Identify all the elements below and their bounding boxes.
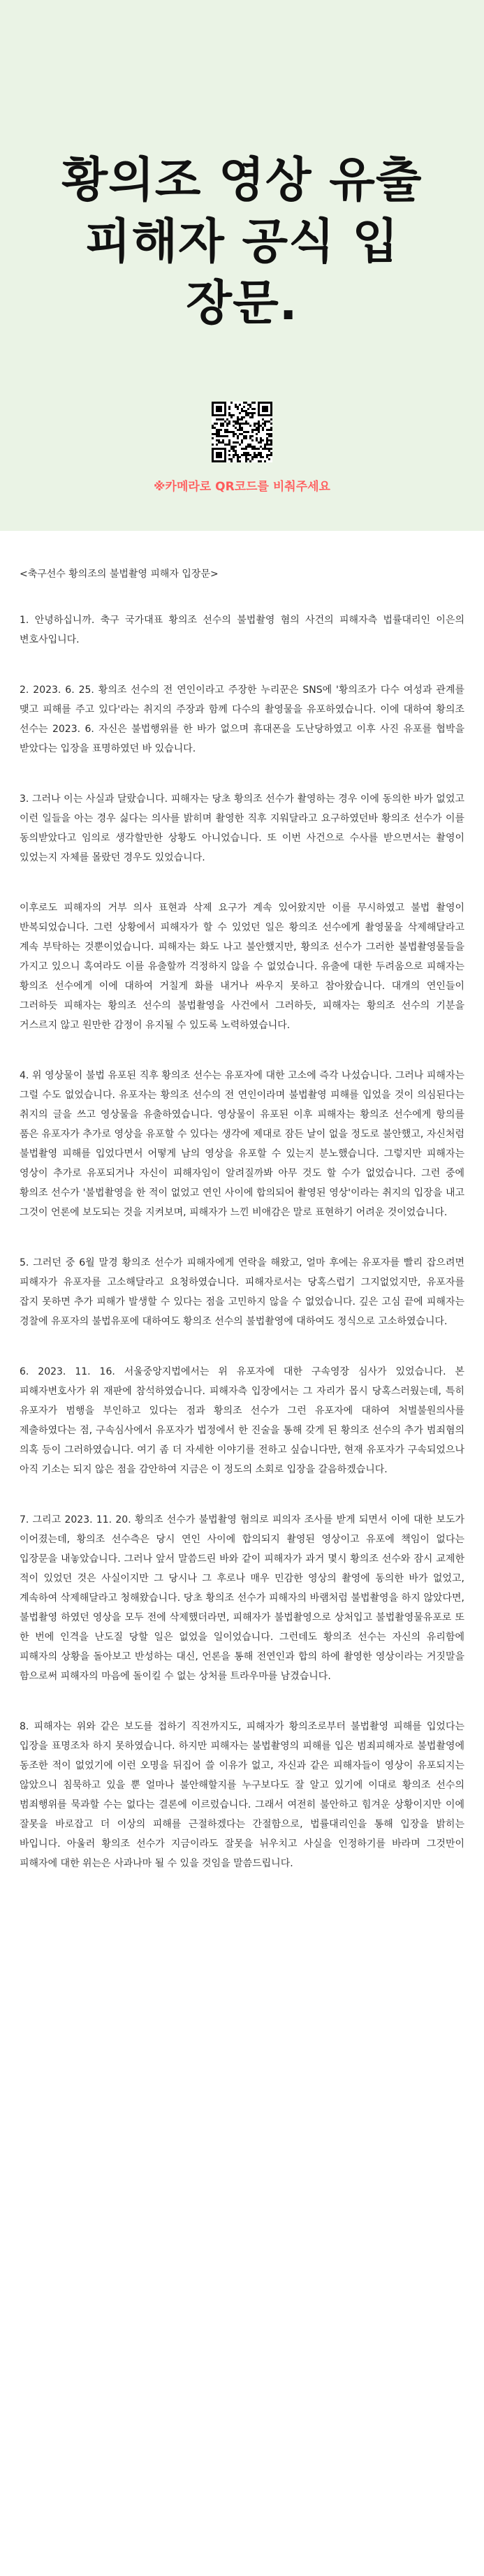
qr-caption: ※카메라로 QR코드를 비춰주세요 xyxy=(154,480,330,494)
statement-paragraph: 4. 위 영상물이 불법 유포된 직후 황의조 선수는 유포자에 대한 고소에 즉각 나섰습니다. 그러나 피해자는 그럴 수도 없었습니다. 유포자는 황의조 선수의 전 연인이라며 불법촬영 피해를 입었을 것이 의심된다는 취지의 글을 쓰고 영상물을 유출하였습니다. 영상물이 유포된 이후 피해자는 황의조 선수에게 항의를 품은 유포자가 추가로 영상을 유포할 수 있다는 생각에 제대로 잠든 날이 없을 정도로 불안했고, 자신처럼 불법촬영 피해를 입었다면서 어떻게 남의 영상을 유포할 수 있는지 분노했습니다. 그렇지만 피해자는 영상이 추가로 유포되거나 자신이 피해자임이 알려질까봐 아무 것도 할 수가 없었습니다. 그런 중에 황의조 선수가 '불법촬영을 한 적이 없었고 연인 사이에 합의되어 촬영된 영상'이라는 취지의 입장을 내고 그것이 언론에 보도되는 것을 지켜보며, 피해자가 느낀 비애감은 말로 표현하기 어려운 것이었습니다. xyxy=(20,1070,464,1218)
statement-body xyxy=(20,564,464,1904)
statement-paragraph: 2. 2023. 6. 25. 황의조 선수의 전 연인이라고 주장한 누리꾼은 SNS에 '황의조가 다수 여성과 관계를 맺고 피해를 주고 있다'라는 취지의 주장과 함께 다수의 촬영물을 유포하였습니다. 이에 대하여 황의조 선수는 2023. 6. 자신은 불법행위를 한 바가 없으며 휴대폰을 도난당하였고 이후 사진 유포를 협박을 받았다는 입장을 표명하였던 바 있습니다. xyxy=(20,685,464,754)
qr-code-icon[interactable] xyxy=(212,402,272,462)
statement-paragraph: 1. 안녕하십니까. 축구 국가대표 황의조 선수의 불법촬영 혐의 사건의 피해자측 법률대리인 이은의 변호사입니다. xyxy=(20,615,464,645)
statement-paragraph: 5. 그러던 중 6월 말경 황의조 선수가 피해자에게 연락을 해왔고, 얼마 후에는 유포자를 빨리 잡으려면 피해자가 유포자를 고소해달라고 요청하였습니다. 피해자로서는 당혹스럽기 그지없었지만, 유포자를 잡지 못하면 추가 피해가 발생할 수 있다는 점을 고민하지 않을 수 없었습니다. 깊은 고심 끝에 피해자는 경찰에 유포자의 불법유포에 대하여도 황의조 선수의 불법촬영에 대하여도 정식으로 고소하였습니다. xyxy=(20,1257,464,1327)
header-banner xyxy=(0,0,484,531)
statement-heading: <축구선수 황의조의 불법촬영 피해자 입장문> xyxy=(20,569,219,580)
statement-paragraph: 3. 그러나 이는 사실과 달랐습니다. 피해자는 당초 황의조 선수가 촬영하는 경우 이에 동의한 바가 없었고 이런 일들을 아는 경우 싫다는 의사를 밝히며 촬영한 직후 지워달라고 요구하였던바 황의조 선수가 이를 동의받았다고 임의로 생각할만한 상황도 아니었습니다. 또 이번 사건으로 수사를 받으면서는 촬영이 있었는지 자체를 몰랐던 경우도 있었습니다. xyxy=(20,793,464,863)
title-line: 장문. xyxy=(186,276,298,331)
title-line: 피해자 공식 입 xyxy=(85,214,399,270)
page-title xyxy=(0,150,484,335)
qr-code-graphic xyxy=(212,402,272,462)
title-line: 황의조 영상 유출 xyxy=(61,153,423,208)
statement-paragraph: 6. 2023. 11. 16. 서울중앙지법에서는 위 유포자에 대한 구속영장 심사가 있었습니다. 본 피해자변호사가 위 재판에 참석하였습니다. 피해자측 입장에서는 그 자리가 몹시 당혹스러웠는데, 특히 유포자가 범행을 부인하고 있다는 점과 황의조 선수가 그런 유포자에 대하여 처벌불원의사를 제출하였다는 점, 구속심사에서 유포자가 법정에서 한 진술을 통해 갖게 된 황의조 선수의 추가 범죄혐의 의혹 등이 그러하였습니다. 여기 좀 더 자세한 이야기를 전하고 싶습니다만, 현재 유포자가 구속되었으나 아직 기소는 되지 않은 점을 감안하여 지금은 이 정도의 소회로 입장을 갈음하겠습니다. xyxy=(20,1366,464,1475)
statement-paragraph: 이후로도 피해자의 거부 의사 표현과 삭제 요구가 계속 있어왔지만 이를 무시하였고 불법 촬영이 반복되었습니다. 그런 상황에서 피해자가 할 수 있었던 일은 황의조 선수에게 촬영물을 삭제해달라고 계속 부탁하는 것뿐이었습니다. 피해자는 화도 나고 불안했지만, 황의조 선수가 그러한 불법촬영물들을 가지고 있으니 혹여라도 이를 유출할까 걱정하지 않을 수 없었습니다. 유출에 대한 두려움으로 피해자는 황의조 선수에게 이에 대하여 거칠게 화를 내거나 싸우지 못하고 참아왔습니다. 대개의 연인들이 그러하듯 피해자는 황의조 선수의 불법촬영을 사건에서 그러하듯, 피해자는 황의조 선수의 기분을 거스르지 않고 원만한 감정이 유지될 수 있도록 노력하였습니다. xyxy=(20,902,464,1031)
statement-paragraph: 8. 피해자는 위와 같은 보도를 접하기 직전까지도, 피해자가 황의조로부터 불법촬영 피해를 입었다는 입장을 표명조차 하지 못하였습니다. 하지만 피해자는 불법촬영의 피해를 입은 범죄피해자로 불법촬영에 동조한 적이 없었기에 이런 오명을 뒤집어 쓸 이유가 없고, 자신과 같은 피해자들이 영상이 유포되지는 않았으니 침묵하고 있을 뿐 얼마나 불안해할지를 누구보다도 잘 알고 있기에 이대로 황의조 선수의 범죄행위를 묵과할 수는 없다는 결론에 이르렀습니다. 그래서 여전히 불안하고 힘겨운 상황이지만 이에 잘못을 바로잡고 더 이상의 피해를 근절하겠다는 간절함으로, 법률대리인을 통해 입장을 밝히는 바입니다. 아울러 황의조 선수가 지금이라도 잘못을 뉘우치고 사실을 인정하기를 바라며 그것만이 피해자에 대한 위는은 사과나마 될 수 있을 것임을 말씀드립니다. xyxy=(20,1721,464,1869)
statement-paragraph: 7. 그리고 2023. 11. 20. 황의조 선수가 불법촬영 혐의로 피의자 조사를 받게 되면서 이에 대한 보도가 이어졌는데, 황의조 선수측은 당시 연인 사이에 합의되지 촬영된 영상이고 유포에 책임이 없다는 입장문을 내놓았습니다. 그러나 앞서 말씀드린 바와 같이 피해자가 과거 몇시 황의조 선수와 잠시 교제한 적이 있었던 것은 사실이지만 그 당시나 그 후로나 매우 민감한 영상의 촬영에 동의한 바가 없었고, 계속하여 삭제해달라고 청해왔습니다. 당초 황의조 선수가 피해자의 바램처럼 불법촬영을 하지 않았다면, 불법촬영 하였던 영상을 모두 전에 삭제했더라면, 피해자가 불법촬영으로 상처입고 불법촬영물유포로 또 한 번에 인격을 난도질 당할 일은 없었을 일이었습니다. 그런데도 황의조 선수는 자신의 유리함에 피해자의 상황을 돌아보고 반성하는 대신, 언론을 통해 전연인과 합의 하에 촬영한 영상이라는 거짓말을 함으로써 피해자의 마음에 돌이킬 수 없는 상처를 트라우마를 남겼습니다. xyxy=(20,1514,464,1682)
